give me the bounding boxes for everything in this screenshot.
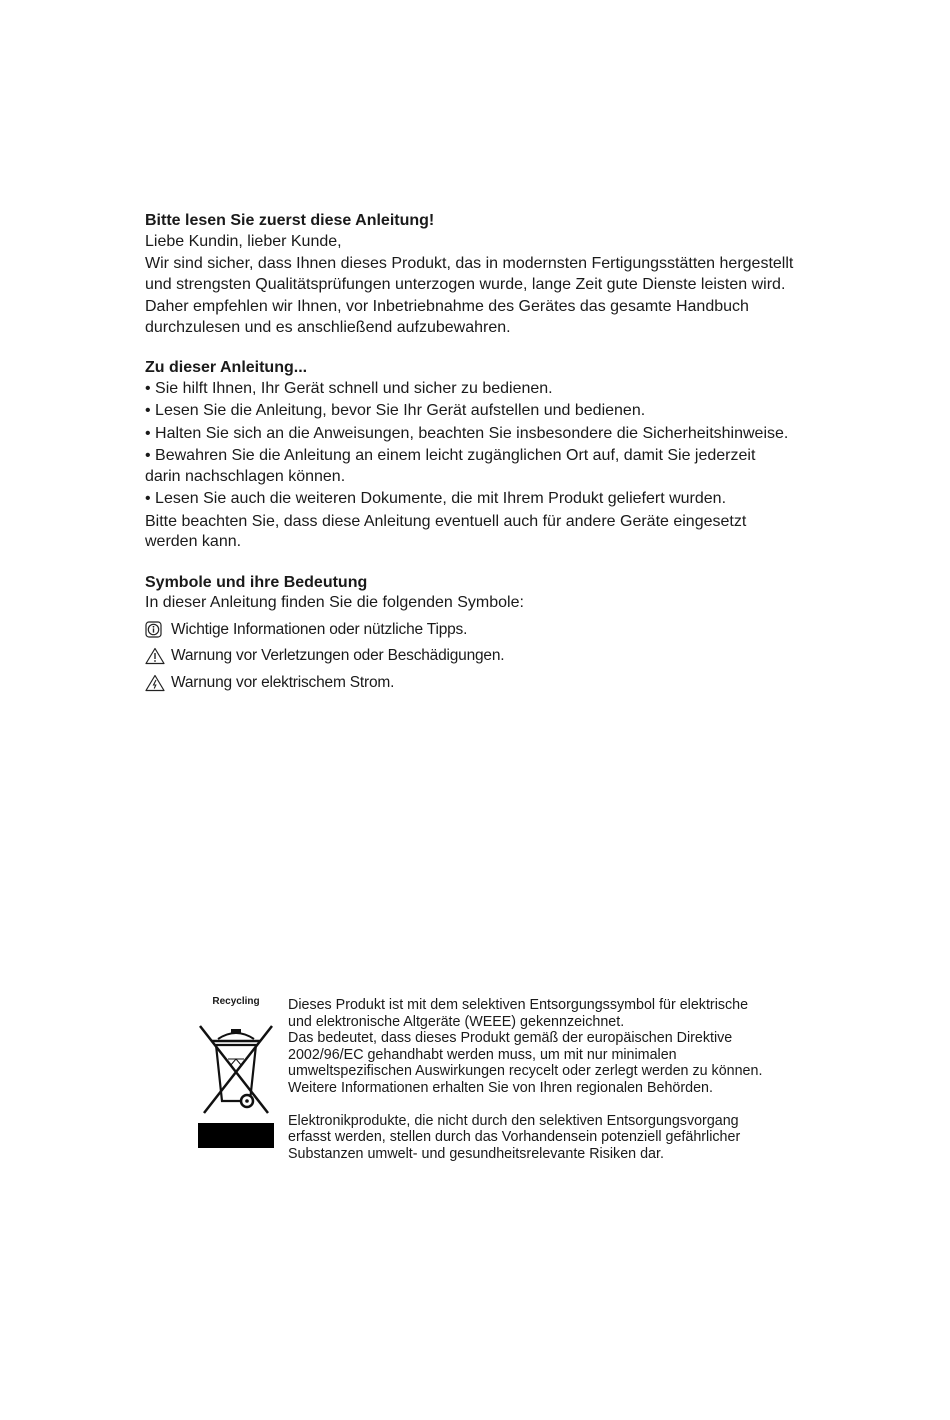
weee-paragraph-2: Das bedeutet, dass dieses Produkt gemäß der europäischen Direktive 2002/96/EC gehandhabt werden muss, um mit nur minimalen umweltspezifischen Auswirkungen recycelt oder zerlegt werden zu können. xyxy=(288,1030,763,1080)
intro-heading: Bitte lesen Sie zuerst diese Anleitung! xyxy=(145,212,435,229)
intro-paragraph-1: Wir sind sicher, dass Ihnen dieses Produkt, das in modernsten Fertigungsstätten hergestellt und strengsten Qualitätsprüfungen unterzogen wurde, lange Zeit gute Dienste leisten wird. xyxy=(145,255,794,293)
symbols-heading: Symbole und ihre Bedeutung xyxy=(145,573,368,591)
weee-paragraph-3: Weitere Informationen erhalten Sie von Ihren regionalen Behörden. xyxy=(288,1079,713,1096)
weee-text xyxy=(288,997,768,1162)
bullet-item: • Lesen Sie die Anleitung, bevor Sie Ihr Gerät aufstellen und bedienen. xyxy=(145,402,646,419)
weee-paragraph-4: Elektronikprodukte, die nicht durch den selektiven Entsorgungsvorgang erfasst werden, stellen durch das Vorhandensein potenziell gefährlicher Substanzen umwelt- und gesundheitsrelevante Risiken dar. xyxy=(288,1112,741,1162)
electric-warning-icon xyxy=(145,674,165,692)
bullet-item: • Lesen Sie auch die weiteren Dokumente, die mit Ihrem Produkt geliefert wurden. xyxy=(145,490,727,507)
warning-icon xyxy=(145,647,165,665)
intro-paragraph-2: Daher empfehlen wir Ihnen, vor Inbetriebnahme des Gerätes das gesamte Handbuch durchzulesen und es anschließend aufzubewahren. xyxy=(145,298,749,336)
symbols-intro: In dieser Anleitung finden Sie die folgenden Symbole: xyxy=(145,594,524,611)
symbol-row-warning xyxy=(145,646,795,667)
symbol-row-electric xyxy=(145,673,795,694)
salutation: Liebe Kundin, lieber Kunde, xyxy=(145,232,342,250)
intro-section xyxy=(145,211,795,338)
symbols-section xyxy=(145,573,795,694)
recycling-logo xyxy=(196,996,276,1148)
symbol-text: Warnung vor Verletzungen oder Beschädigungen. xyxy=(171,647,505,664)
recycling-label: Recycling xyxy=(212,996,260,1007)
symbol-text: Wichtige Informationen oder nützliche Tipps. xyxy=(171,620,468,638)
weee-paragraph-1: Dieses Produkt ist mit dem selektiven Entsorgungssymbol für elektrische und elektronische Altgeräte (WEEE) gekennzeichnet. xyxy=(288,997,749,1030)
symbol-row-info xyxy=(145,620,795,641)
weee-black-bar xyxy=(198,1123,274,1148)
crossed-bin-icon xyxy=(196,1021,276,1121)
bullet-item: • Halten Sie sich an die Anweisungen, beachten Sie insbesondere die Sicherheitshinweise. xyxy=(145,424,789,442)
about-note: Bitte beachten Sie, dass diese Anleitung eventuell auch für andere Geräte eingesetzt werden kann. xyxy=(145,512,747,550)
manual-content xyxy=(145,211,795,713)
about-heading: Zu dieser Anleitung... xyxy=(145,359,308,376)
about-section xyxy=(145,358,795,553)
bullet-item: • Sie hilft Ihnen, Ihr Gerät schnell und sicher zu bedienen. xyxy=(145,379,553,397)
bullet-item: • Bewahren Sie die Anleitung an einem leicht zugänglichen Ort auf, damit Sie jederzeit darin nachschlagen können. xyxy=(145,447,756,485)
symbol-text: Warnung vor elektrischem Strom. xyxy=(171,673,395,691)
info-icon xyxy=(145,621,165,639)
